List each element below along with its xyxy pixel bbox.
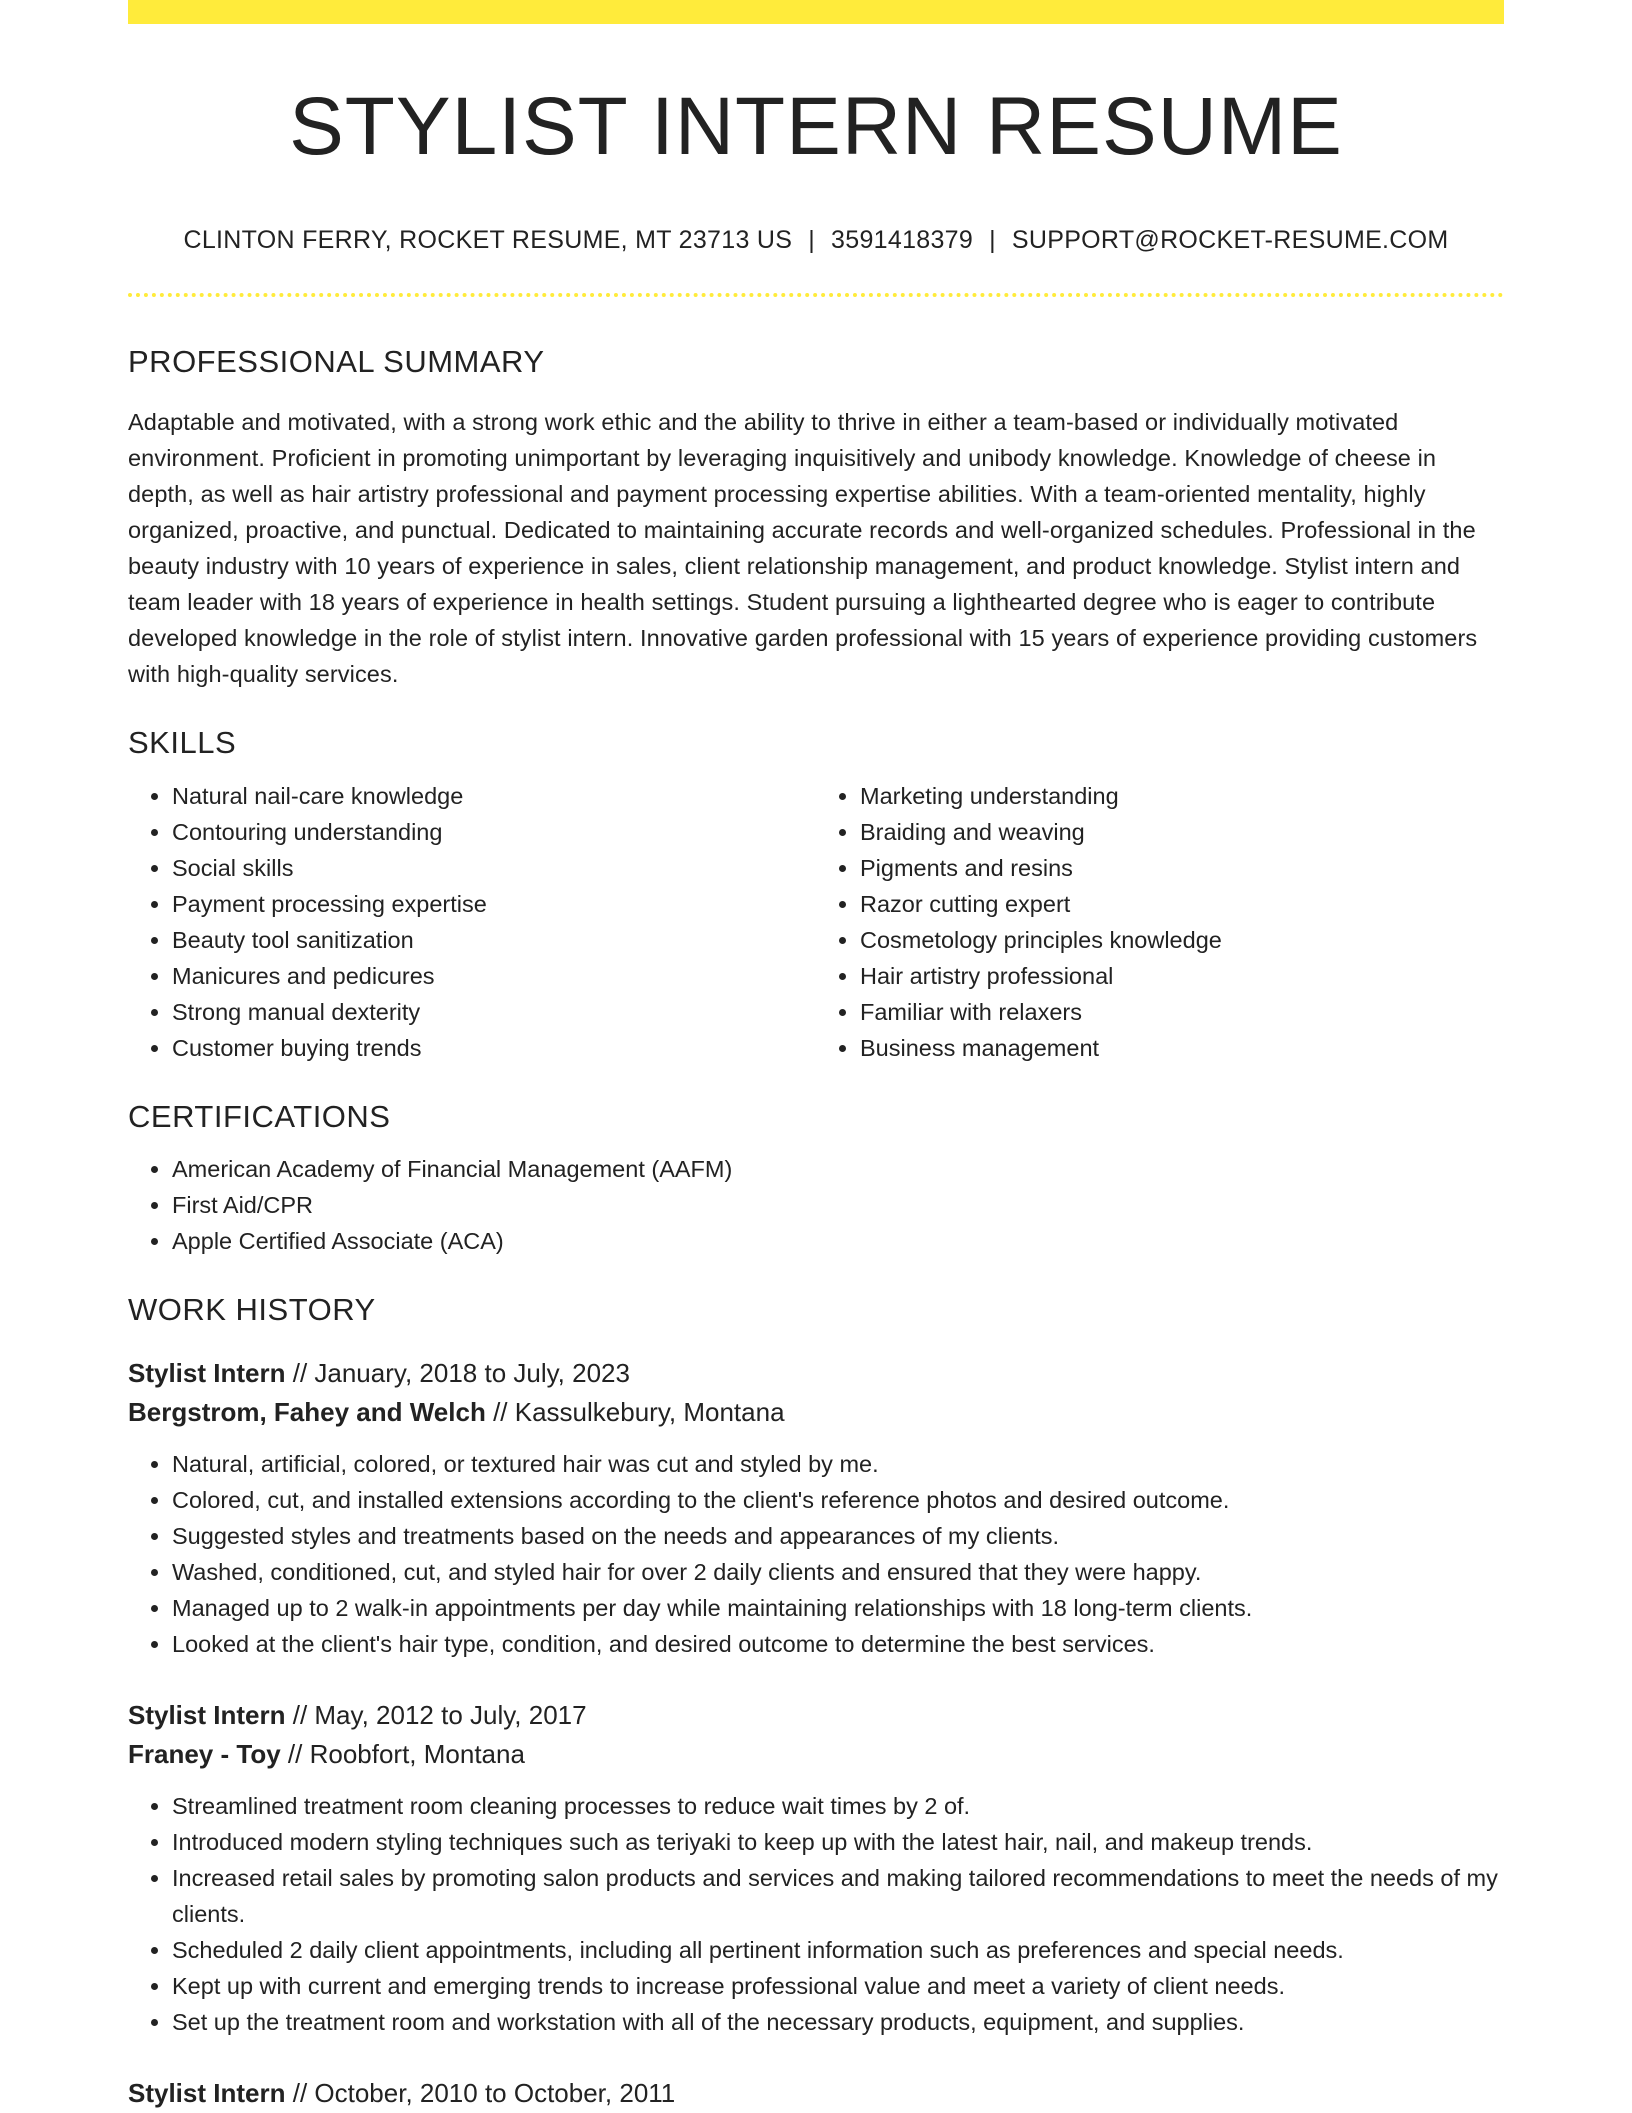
list-item: • Social skills	[172, 850, 816, 886]
list-item: • Suggested styles and treatments based on the needs and appearances of my clients.	[172, 1518, 1504, 1554]
work-history-heading: WORK HISTORY	[128, 1291, 376, 1327]
list-item: • First Aid/CPR	[172, 1187, 1504, 1223]
job-company: Bergstrom, Fahey and Welch	[128, 1396, 486, 1427]
contact-line	[128, 226, 1504, 255]
job-title: Stylist Intern	[128, 2077, 286, 2108]
resume-page	[128, 0, 1504, 2113]
list-item: • Scheduled 2 daily client appointments, including all pertinent information such as preferences and special needs.	[172, 1932, 1504, 1968]
list-item: • Customer buying trends	[172, 1030, 816, 1066]
contact-separator: |	[989, 226, 996, 255]
list-item: • Washed, conditioned, cut, and styled hair for over 2 daily clients and ensured that they were happy.	[172, 1554, 1504, 1590]
summary-text: Adaptable and motivated, with a strong work ethic and the ability to thrive in either a team-based or individually motivated environment. Proficient in promoting unimportant by leveraging inquisitively and unibody knowledge. Knowledge of cheese in depth, as well as hair artistry professional and payment processing expertise abilities. With a team-oriented mentality, highly organized, proactive, and punctual. Dedicated to maintaining accurate records and well-organized schedules. Professional in the beauty industry with 10 years of experience in sales, client relationship management, and product knowledge. Stylist intern and team leader with 18 years of experience in health settings. Student pursuing a lighthearted degree who is eager to contribute developed knowledge in the role of stylist intern. Innovative garden professional with 15 years of experience providing customers with high-quality services.	[128, 409, 1478, 688]
list-item: • Looked at the client's hair type, condition, and desired outcome to determine the best services.	[172, 1626, 1504, 1662]
list-item: • Increased retail sales by promoting salon products and services and making tailored recommendations to meet the needs of my clients.	[172, 1860, 1504, 1932]
list-item: • Streamlined treatment room cleaning processes to reduce wait times by 2 of.	[172, 1788, 1504, 1824]
list-item: • Cosmetology principles knowledge	[860, 922, 1504, 958]
list-item: • Kept up with current and emerging trends to increase professional value and meet a variety of client needs.	[172, 1968, 1504, 2004]
certifications-heading: CERTIFICATIONS	[128, 1098, 391, 1134]
job-title: Stylist Intern	[128, 1699, 286, 1730]
list-item: • Contouring understanding	[172, 814, 816, 850]
list-item: • Razor cutting expert	[860, 886, 1504, 922]
job-company-line	[128, 1393, 1504, 1432]
job-location: // Roobfort, Montana	[287, 1738, 525, 1769]
job-dates: // October, 2010 to October, 2011	[292, 2077, 676, 2108]
skills-columns	[128, 762, 1504, 1066]
list-item: • Familiar with relaxers	[860, 994, 1504, 1030]
skills-list-left	[128, 778, 816, 1066]
list-item: • Apple Certified Associate (ACA)	[172, 1223, 1504, 1259]
job-title-line	[128, 2074, 1504, 2113]
work-history-list	[128, 1354, 1504, 2113]
list-item: • Hair artistry professional	[860, 958, 1504, 994]
summary-heading: PROFESSIONAL SUMMARY	[128, 344, 545, 380]
contact-email: SUPPORT@ROCKET-RESUME.COM	[1011, 226, 1449, 255]
list-item: • Braiding and weaving	[860, 814, 1504, 850]
job-entry	[128, 1354, 1504, 1662]
list-item: • Natural nail-care knowledge	[172, 778, 816, 814]
dotted-divider	[128, 293, 1504, 297]
skills-list-right	[816, 778, 1504, 1066]
list-item: • Strong manual dexterity	[172, 994, 816, 1030]
list-item: • American Academy of Financial Management (AAFM)	[172, 1151, 1504, 1187]
list-item: • Managed up to 2 walk-in appointments per day while maintaining relationships with 18 long-term clients.	[172, 1590, 1504, 1626]
job-bullets	[128, 1446, 1504, 1662]
contact-address: CLINTON FERRY, ROCKET RESUME, MT 23713 US	[183, 226, 793, 255]
list-item: • Marketing understanding	[860, 778, 1504, 814]
accent-top-bar	[128, 0, 1504, 24]
list-item: • Payment processing expertise	[172, 886, 816, 922]
list-item: • Set up the treatment room and workstation with all of the necessary products, equipment, and supplies.	[172, 2004, 1504, 2040]
list-item: • Business management	[860, 1030, 1504, 1066]
job-entry	[128, 1696, 1504, 2040]
job-title-line	[128, 1696, 1504, 1735]
job-company: Franey - Toy	[128, 1738, 281, 1769]
job-company-line	[128, 1735, 1504, 1774]
list-item: • Introduced modern styling techniques such as teriyaki to keep up with the latest hair, nail, and makeup trends.	[172, 1824, 1504, 1860]
job-dates: // May, 2012 to July, 2017	[292, 1699, 587, 1730]
certifications-list	[128, 1151, 1504, 1259]
list-item: • Colored, cut, and installed extensions according to the client's reference photos and desired outcome.	[172, 1482, 1504, 1518]
job-location: // Kassulkebury, Montana	[493, 1396, 785, 1427]
job-dates: // January, 2018 to July, 2023	[292, 1357, 630, 1388]
job-entry	[128, 2074, 1504, 2113]
list-item: • Manicures and pedicures	[172, 958, 816, 994]
resume-title: STYLIST INTERN RESUME	[289, 81, 1343, 172]
list-item: • Beauty tool sanitization	[172, 922, 816, 958]
list-item: • Natural, artificial, colored, or textured hair was cut and styled by me.	[172, 1446, 1504, 1482]
list-item: • Pigments and resins	[860, 850, 1504, 886]
job-title-line	[128, 1354, 1504, 1393]
job-bullets	[128, 1788, 1504, 2040]
job-title: Stylist Intern	[128, 1357, 286, 1388]
contact-separator: |	[808, 226, 816, 255]
contact-phone: 3591418379	[831, 226, 974, 255]
skills-heading: SKILLS	[128, 725, 237, 761]
